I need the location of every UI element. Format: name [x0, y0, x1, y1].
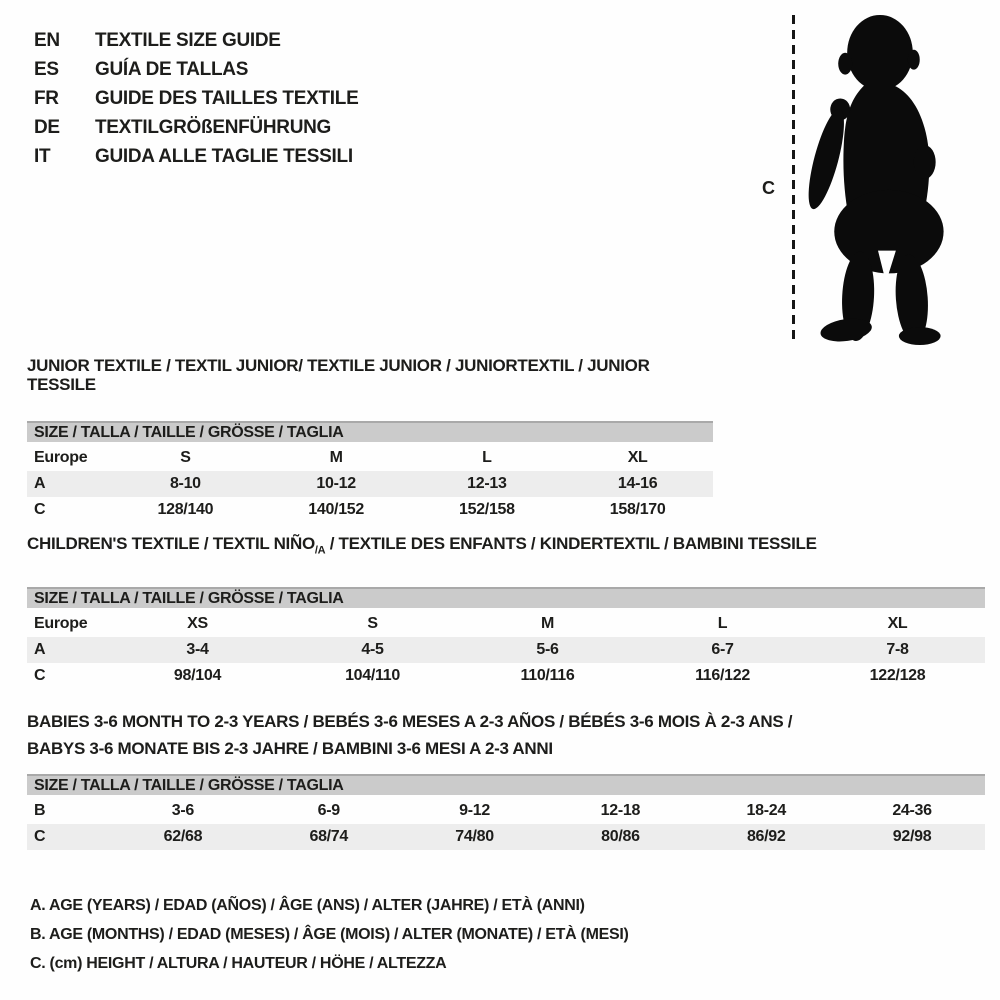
language-list: [34, 26, 358, 171]
junior-textile-table: [27, 356, 713, 523]
height-cell: 80/86: [601, 828, 640, 845]
age-cell: 12-18: [600, 802, 641, 819]
height-cell: 74/80: [455, 828, 494, 845]
height-cell: 152/158: [459, 501, 515, 518]
row-label: Europe: [34, 615, 88, 633]
row-label: C: [34, 667, 46, 685]
table-row-height: [27, 497, 713, 523]
size-header-band: SIZE / TALLA / TAILLE / GRÖSSE / TAGLIA: [27, 587, 985, 608]
age-cell: 8-10: [169, 475, 201, 492]
language-row-fr: [34, 84, 358, 113]
language-code: IT: [34, 146, 51, 167]
row-label: C: [34, 828, 46, 845]
babies-textile-table: [27, 708, 985, 850]
table-title: [27, 708, 985, 762]
height-cell: 140/152: [308, 501, 364, 518]
height-cell: 158/170: [609, 501, 666, 518]
height-figure: [750, 8, 990, 353]
table-row-age: [27, 471, 713, 497]
language-label: GUÍA DE TALLAS: [95, 59, 249, 80]
language-row-en: [34, 26, 358, 55]
age-cell: 18-24: [746, 802, 786, 819]
table-row-age: [27, 637, 985, 663]
age-cell: 7-8: [886, 641, 909, 659]
language-row-it: [34, 142, 358, 171]
height-cell: 128/140: [157, 501, 214, 518]
age-cell: 10-12: [316, 475, 356, 492]
size-cell: XL: [887, 615, 908, 633]
height-dotted-line: [792, 15, 795, 342]
title-text: CHILDREN'S TEXTILE / TEXTIL NIÑO: [27, 534, 315, 553]
table-row-europe: [27, 445, 713, 471]
height-cell: 110/116: [520, 667, 575, 685]
age-cell: 4-5: [361, 641, 384, 659]
size-cell: M: [540, 615, 555, 633]
height-cell: 104/110: [345, 667, 400, 685]
row-label: A: [34, 475, 46, 492]
title-line-1: BABIES 3-6 MONTH TO 2-3 YEARS / BEBÉS 3-6 MESES A 2-3 AÑOS / BÉBÉS 3-6 MOIS À 2-3 ANS /: [27, 712, 793, 731]
age-cell: 14-16: [617, 475, 658, 492]
table-row-age-months: [27, 798, 985, 824]
language-row-de: [34, 113, 358, 142]
table-title: JUNIOR TEXTILE / TEXTIL JUNIOR/ TEXTILE JUNIOR / JUNIORTEXTIL / JUNIOR TESSILE: [27, 356, 650, 394]
height-cell: 86/92: [746, 828, 786, 845]
height-measure-label: C: [762, 178, 775, 198]
height-cell: 116/122: [695, 667, 750, 685]
language-label: TEXTILGRÖßENFÜHRUNG: [95, 117, 332, 138]
language-row-es: [34, 55, 358, 84]
height-cell: 122/128: [869, 667, 926, 685]
language-label: GUIDA ALLE TAGLIE TESSILI: [95, 146, 353, 167]
row-label: Europe: [34, 449, 88, 466]
footnote-legend: [30, 891, 629, 978]
size-header-band: SIZE / TALLA / TAILLE / GRÖSSE / TAGLIA: [27, 421, 713, 442]
height-cell: 98/104: [173, 667, 222, 685]
age-cell: 5-6: [536, 641, 559, 659]
title-subscript: /A: [314, 544, 326, 557]
size-cell: L: [482, 449, 492, 466]
language-code: DE: [34, 117, 60, 138]
table-row-europe: [27, 611, 985, 637]
legend-line-b: B. AGE (MONTHS) / EDAD (MESES) / ÂGE (MOIS) / ALTER (MONATE) / ETÀ (MESI): [30, 926, 629, 943]
age-cell: 6-9: [317, 802, 340, 819]
language-code: EN: [34, 30, 60, 51]
age-cell: 9-12: [459, 802, 490, 819]
row-label: B: [34, 802, 46, 819]
age-cell: 6-7: [711, 641, 734, 659]
toddler-silhouette-image: [805, 8, 947, 346]
age-cell: 3-6: [171, 802, 195, 819]
size-cell: S: [367, 615, 378, 633]
size-cell: XL: [627, 449, 648, 466]
title-line-2: BABYS 3-6 MONATE BIS 2-3 JAHRE / BAMBINI 3-6 MESI A 2-3 ANNI: [27, 739, 553, 758]
language-code: FR: [34, 88, 59, 109]
size-cell: S: [180, 449, 191, 466]
age-cell: 3-4: [186, 641, 209, 659]
height-cell: 92/98: [892, 828, 932, 845]
size-cell: L: [717, 615, 728, 633]
row-label: C: [34, 501, 46, 518]
language-label: TEXTILE SIZE GUIDE: [95, 30, 281, 51]
row-label: A: [34, 641, 46, 659]
age-cell: 12-13: [467, 475, 507, 492]
table-row-height: [27, 663, 985, 689]
height-cell: 68/74: [309, 828, 349, 845]
legend-line-a: A. AGE (YEARS) / EDAD (AÑOS) / ÂGE (ANS) / ALTER (JAHRE) / ETÀ (ANNI): [30, 897, 585, 914]
table-row-height: [27, 824, 985, 850]
size-cell: XS: [187, 615, 208, 633]
language-code: ES: [34, 59, 59, 80]
size-cell: M: [329, 449, 343, 466]
age-cell: 24-36: [892, 802, 932, 819]
table-title: [27, 534, 985, 560]
language-label: GUIDE DES TAILLES TEXTILE: [95, 88, 359, 109]
height-cell: 62/68: [163, 828, 203, 845]
childrens-textile-table: [27, 534, 985, 689]
size-header-band: SIZE / TALLA / TAILLE / GRÖSSE / TAGLIA: [27, 774, 985, 795]
legend-line-c: C. (cm) HEIGHT / ALTURA / HAUTEUR / HÖHE / ALTEZZA: [30, 955, 447, 972]
title-text: / TEXTILE DES ENFANTS / KINDERTEXTIL / BAMBINI TESSILE: [325, 534, 817, 553]
